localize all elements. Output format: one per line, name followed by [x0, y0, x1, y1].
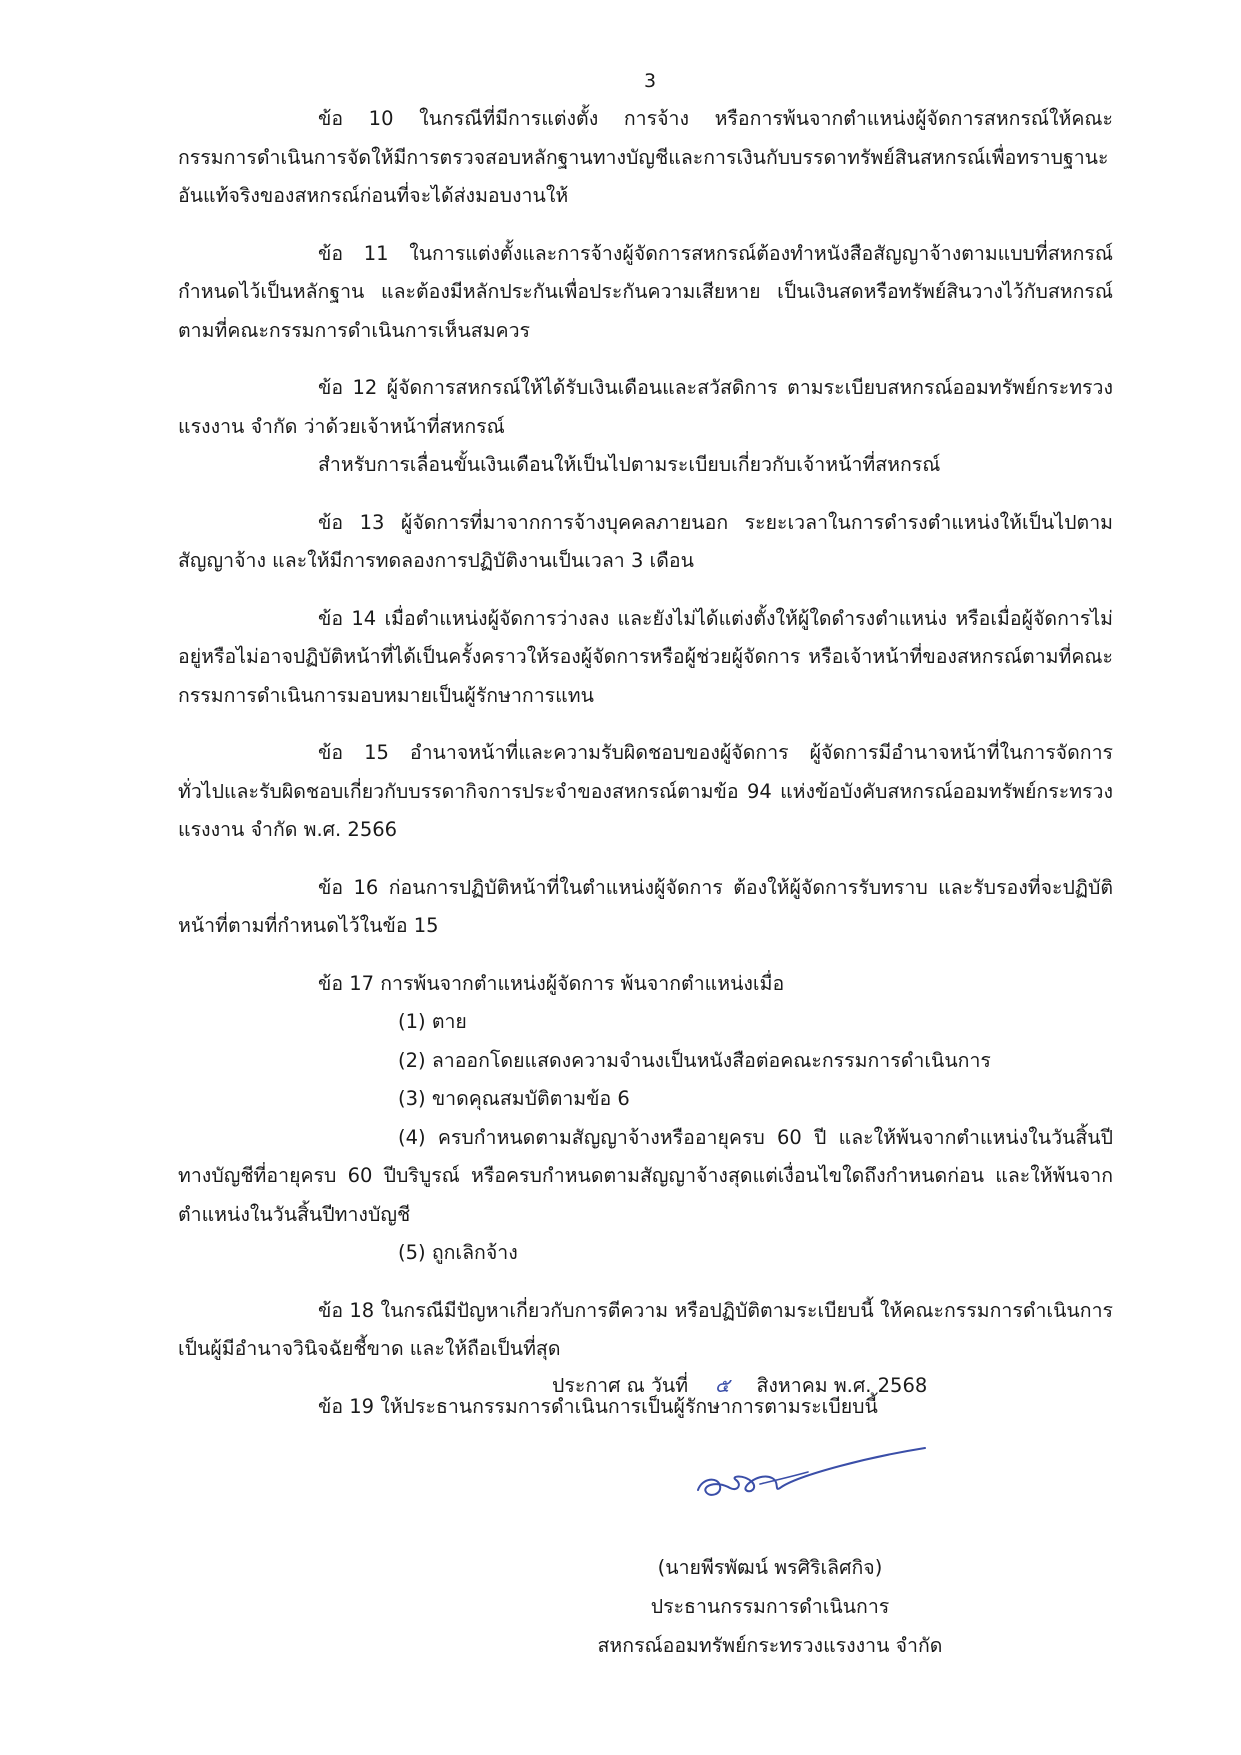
signatory-block: [520, 1548, 1020, 1665]
announcement-prefix: ประกาศ ณ วันที่: [552, 1374, 689, 1397]
clause-13: ข้อ 13 ผู้จัดการที่มาจากการจ้างบุคคลภายนอก ระยะเวลาในการดำรงตำแหน่งให้เป็นไปตามสัญญาจ้าง และให้มีการทดลองการปฏิบัติงานเป็นเวลา 3 เดือน: [178, 510, 1113, 572]
clause-17: ข้อ 17 การพ้นจากตำแหน่งผู้จัดการ พ้นจากตำแหน่งเมื่อ: [318, 971, 785, 995]
clause-15: ข้อ 15 อำนาจหน้าที่และความรับผิดชอบของผู้จัดการ ผู้จัดการมีอำนาจหน้าที่ในการจัดการทั่วไปและรับผิดชอบเกี่ยวกับบรรดากิจการประจำของสหกรณ์ตามข้อ 94 แห่งข้อบังคับสหกรณ์ออมทรัพย์กระทรวงแรงงาน จำกัด พ.ศ. 2566: [178, 741, 1113, 841]
page-number: 3: [643, 70, 657, 92]
announcement-day: ๕: [714, 1374, 730, 1397]
announcement-date: [552, 1370, 927, 1401]
signatory-name: (นายพีรพัฒน์ พรศิริเลิศกิจ): [657, 1556, 883, 1579]
clause-10: ข้อ 10 ในกรณีที่มีการแต่งตั้ง การจ้าง หรือการพ้นจากตำแหน่งผู้จัดการสหกรณ์ให้คณะกรรมการดำเนินการจัดให้มีการตรวจสอบหลักฐานทางบัญชีและการเงินกับบรรดาทรัพย์สินสหกรณ์เพื่อทราบฐานะอันแท้จริงของสหกรณ์ก่อนที่จะได้ส่งมอบงานให้: [178, 107, 1113, 207]
clause-17-item: (5) ถูกเลิกจ้าง: [398, 1241, 518, 1264]
clause-12: ข้อ 12 ผู้จัดการสหกรณ์ให้ได้รับเงินเดือนและสวัสดิการ ตามระเบียบสหกรณ์ออมทรัพย์กระทรวงแรงงาน จำกัด ว่าด้วยเจ้าหน้าที่สหกรณ์: [178, 376, 1113, 438]
document-body: [178, 100, 1113, 1445]
clause-17-item: (2) ลาออกโดยแสดงความจำนงเป็นหนังสือต่อคณะกรรมการดำเนินการ: [398, 1048, 991, 1072]
clause-11: ข้อ 11 ในการแต่งตั้งและการจ้างผู้จัดการสหกรณ์ต้องทำหนังสือสัญญาจ้างตามแบบที่สหกรณ์กำหนดไว้เป็นหลักฐาน และต้องมีหลักประกันเพื่อประกันความเสียหาย เป็นเงินสดหรือทรัพย์สินวางไว้กับสหกรณ์ตามที่คณะกรรมการดำเนินการเห็นสมควร: [178, 241, 1113, 342]
signatory-position: ประธานกรรมการดำเนินการ: [650, 1595, 890, 1618]
clause-16: ข้อ 16 ก่อนการปฏิบัติหน้าที่ในตำแหน่งผู้จัดการ ต้องให้ผู้จัดการรับทราบ และรับรองที่จะปฏิบัติหน้าที่ตามที่กำหนดไว้ในข้อ 15: [178, 875, 1113, 937]
clause-14: ข้อ 14 เมื่อตำแหน่งผู้จัดการว่างลง และยังไม่ได้แต่งตั้งให้ผู้ใดดำรงตำแหน่ง หรือเมื่อผู้จัดการไม่อยู่หรือไม่อาจปฏิบัติหน้าที่ได้เป็นครั้งคราวให้รองผู้จัดการหรือผู้ช่วยผู้จัดการ หรือเจ้าหน้าที่ของสหกรณ์ตามที่คณะกรรมการดำเนินการมอบหมายเป็นผู้รักษาการแทน: [178, 606, 1113, 707]
handwritten-signature: [690, 1432, 930, 1517]
announcement-suffix: สิงหาคม พ.ศ. 2568: [756, 1374, 928, 1397]
signatory-organization: สหกรณ์ออมทรัพย์กระทรวงแรงงาน จำกัด: [597, 1634, 943, 1657]
clause-18: ข้อ 18 ในกรณีมีปัญหาเกี่ยวกับการตีความ หรือปฏิบัติตามระเบียบนี้ ให้คณะกรรมการดำเนินการเป็นผู้มีอำนาจวินิจฉัยชี้ขาด และให้ถือเป็นที่สุด: [178, 1298, 1113, 1360]
clause-12-salary-note: สำหรับการเลื่อนขั้นเงินเดือนให้เป็นไปตามระเบียบเกี่ยวกับเจ้าหน้าที่สหกรณ์: [318, 453, 941, 476]
clause-17-item: (3) ขาดคุณสมบัติตามข้อ 6: [398, 1087, 630, 1110]
clause-17-item: (4) ครบกำหนดตามสัญญาจ้างหรืออายุครบ 60 ปี และให้พ้นจากตำแหน่งในวันสิ้นปีทางบัญชีที่อายุครบ 60 ปีบริบูรณ์ หรือครบกำหนดตามสัญญาจ้างสุดแต่เงื่อนไขใดถึงกำหนดก่อน และให้พ้นจากตำแหน่งในวันสิ้นปีทางบัญชี: [178, 1125, 1113, 1226]
clause-17-item: (1) ตาย: [398, 1010, 467, 1033]
clause-19: ข้อ 19 ให้ประธานกรรมการดำเนินการเป็นผู้รักษาการตามระเบียบนี้: [318, 1394, 878, 1418]
